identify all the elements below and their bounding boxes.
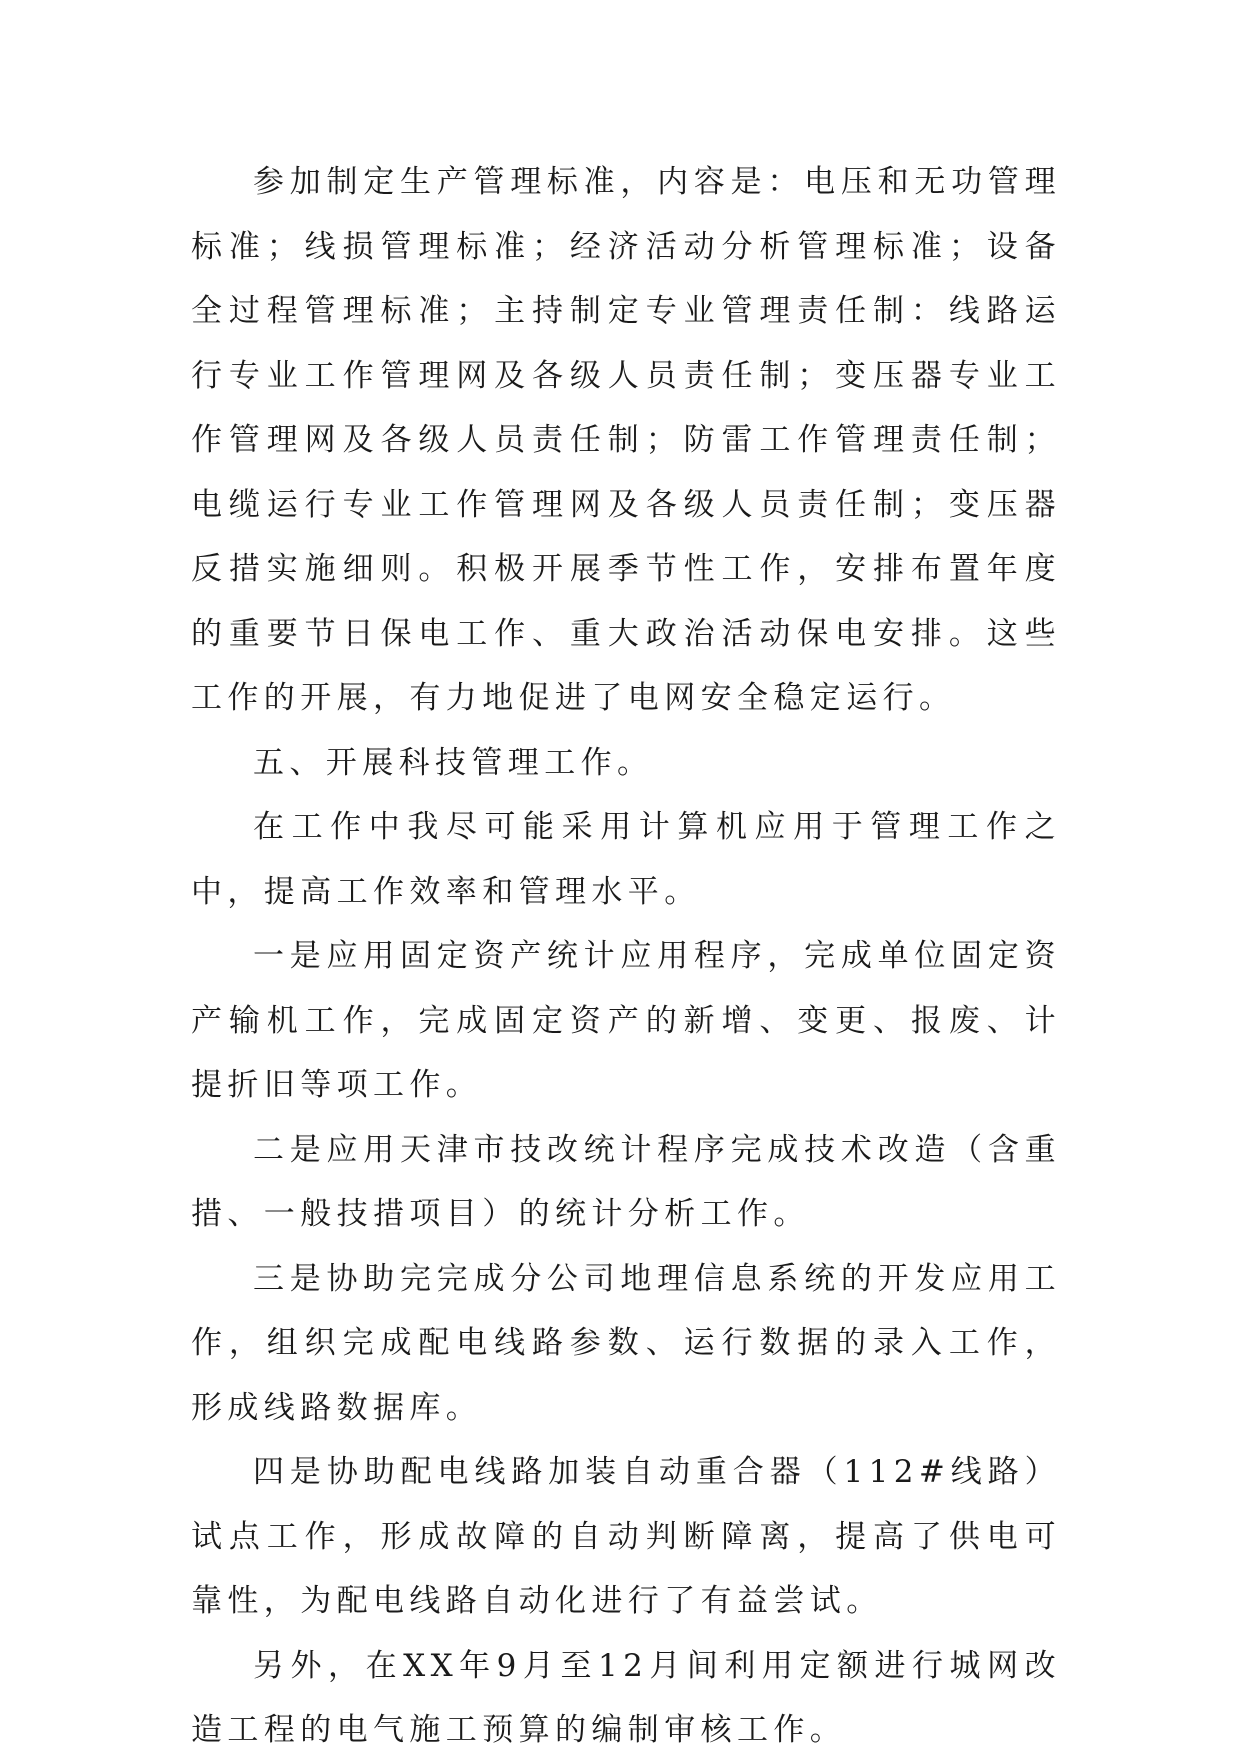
paragraph-computer-application: 在工作中我尽可能采用计算机应用于管理工作之中，提高工作效率和管理水平。 [191,809,1061,910]
paragraph-item-three: 三是协助完完成分公司地理信息系统的开发应用工作，组织完成配电线路参数、运行数据的录入工作，形成线路数据库。 [191,1260,1061,1426]
paragraph-item-two: 二是应用天津市技改统计程序完成技术改造（含重措、一般技措项目）的统计分析工作。 [191,1131,1061,1232]
paragraph-item-one: 一是应用固定资产统计应用程序，完成单位固定资产输机工作，完成固定资产的新增、变更、报废、计提折旧等项工作。 [191,938,1061,1103]
paragraph-standards: 参加制定生产管理标准，内容是：电压和无功管理标准；线损管理标准；经济活动分析管理标准；设备全过程管理标准；主持制定专业管理责任制：线路运行专业工作管理网及各级人员责任制；变压器专业工作管理网及各级人员责任制；防雷工作管理责任制；电缆运行专业工作管理网及各级人员责任制；变压器反措实施细则。积极开展季节性工作，安排布置年度的重要节日保电工作、重大政治活动保电安排。这些工作的开展，有力地促进了电网安全稳定运行。 [191,164,1061,716]
paragraph-item-four: 四是协助配电线路加装自动重合器（112#线路）试点工作，形成故障的自动判断障离，提高了供电可靠性，为配电线路自动化进行了有益尝试。 [191,1454,1061,1619]
paragraph-additional: 另外，在XX年9月至12月间利用定额进行城网改造工程的电气施工预算的编制审核工作。 [191,1647,1061,1748]
section-heading-tech-management: 五、开展科技管理工作。 [253,744,654,781]
document-page [191,150,1061,1763]
